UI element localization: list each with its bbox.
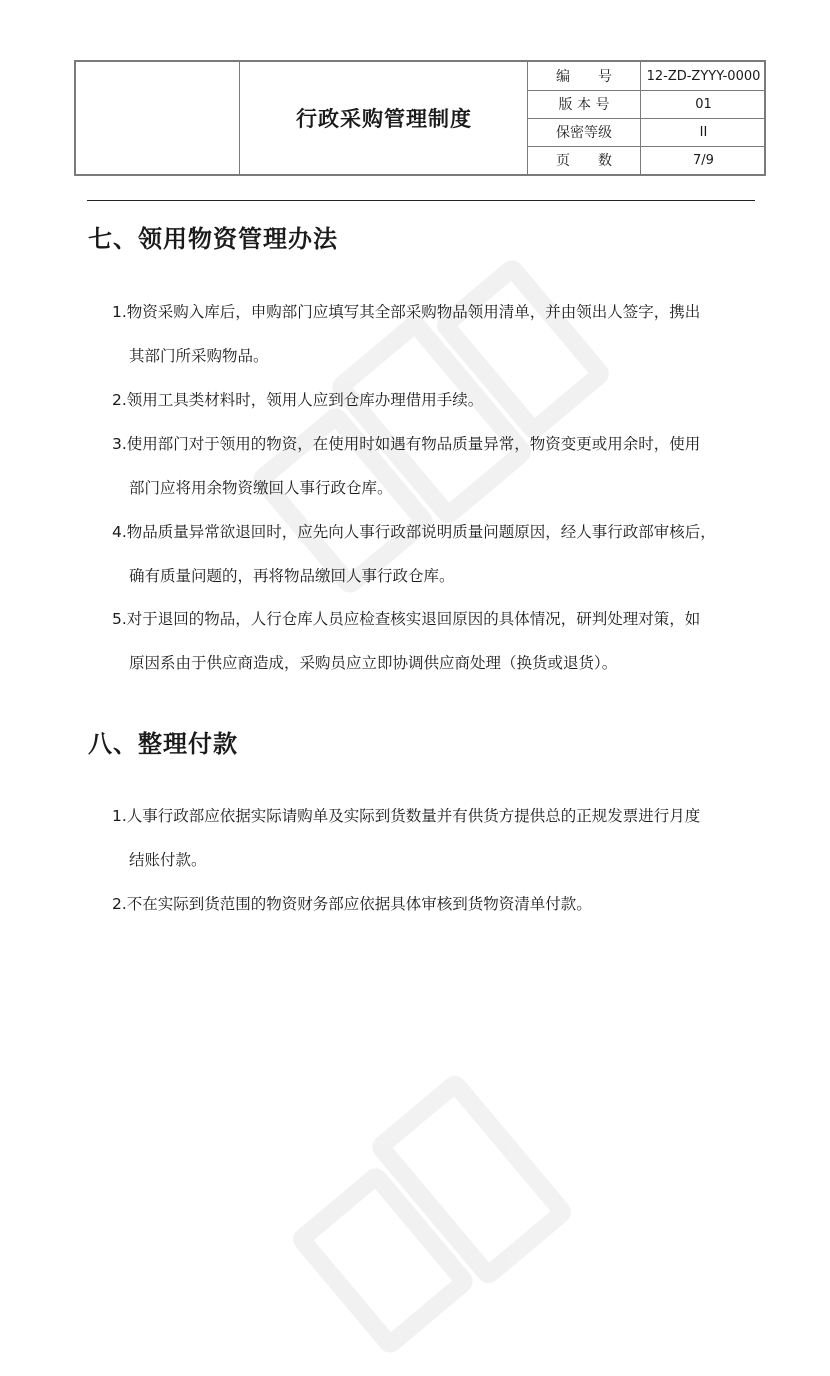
page-count-value: 7/9 xyxy=(693,152,714,168)
list-item xyxy=(112,290,758,378)
section-heading-7: 七、领用物资管理办法 xyxy=(88,225,338,253)
list-item xyxy=(112,510,758,598)
confidentiality-label: 保密等级 xyxy=(556,125,612,141)
item-line: 3.使用部门对于领用的物资，在使用时如遇有物品质量异常，物资变更或用余时，使用 xyxy=(112,435,701,453)
item-line: 1.人事行政部应依据实际请购单及实际到货数量并有供货方提供总的正规发票进行月度 xyxy=(112,807,701,825)
list-item xyxy=(112,597,758,685)
item-line-continued: 原因系由于供应商造成，采购员应立即协调供应商处理（换货或退货）。 xyxy=(129,654,618,672)
watermark xyxy=(275,1004,664,1376)
confidentiality-value: II xyxy=(699,124,708,140)
list-item xyxy=(112,378,758,422)
page-count-label: 页 数 xyxy=(556,153,612,169)
doc-number-value: 12-ZD-ZYYY-0000 xyxy=(646,68,761,84)
item-line: 2.领用工具类材料时，领用人应到仓库办理借用手续。 xyxy=(112,391,484,409)
doc-number-label: 编 号 xyxy=(556,69,612,85)
list-item xyxy=(112,422,758,510)
version-label: 版 本 号 xyxy=(558,97,610,113)
document-title: 行政采购管理制度 xyxy=(296,107,472,131)
header-divider xyxy=(87,200,755,201)
version-value: 01 xyxy=(695,96,712,112)
item-line: 2.不在实际到货范围的物资财务部应依据具体审核到货物资清单付款。 xyxy=(112,895,592,913)
item-line-continued: 结账付款。 xyxy=(129,851,207,869)
item-line-continued: 确有质量问题的，再将物品缴回人事行政仓库。 xyxy=(129,567,455,585)
item-line: 4.物品质量异常欲退回时，应先向人事行政部说明质量问题原因，经人事行政部审核后， xyxy=(112,523,716,541)
item-line-continued: 部门应将用余物资缴回人事行政仓库。 xyxy=(129,479,393,497)
list-item xyxy=(112,882,758,926)
item-line-continued: 其部门所采购物品。 xyxy=(129,347,269,365)
item-line: 1.物资采购入库后，申购部门应填写其全部采购物品领用清单，并由领出人签字，携出 xyxy=(112,303,701,321)
list-item xyxy=(112,794,758,882)
item-line: 5.对于退回的物品，人行仓库人员应检查核实退回原因的具体情况，研判处理对策，如 xyxy=(112,610,701,628)
section-heading-8: 八、整理付款 xyxy=(88,730,238,758)
document-header-table xyxy=(74,60,766,176)
